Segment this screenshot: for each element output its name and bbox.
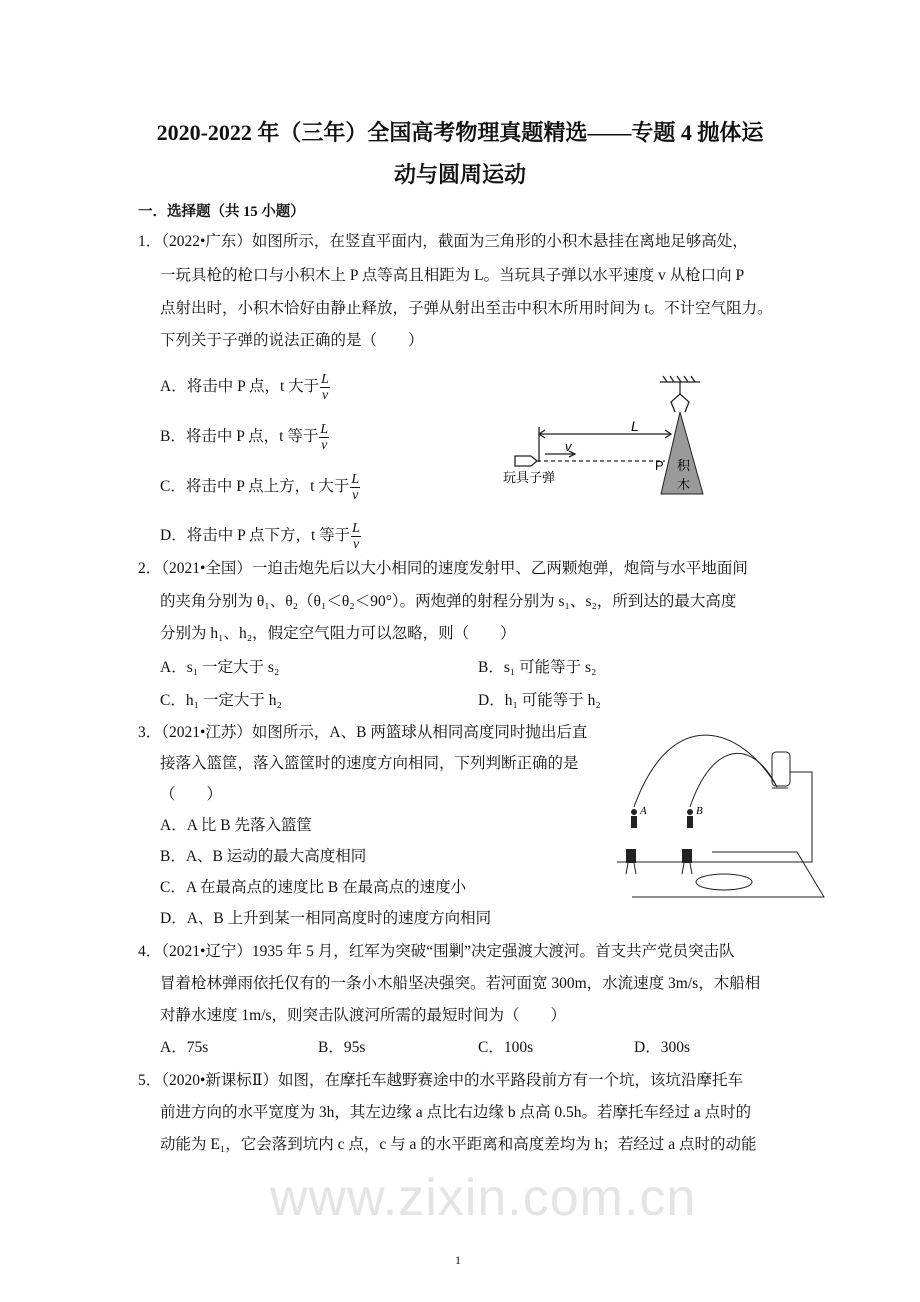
denominator: v — [321, 438, 328, 453]
q5-line: 5．（2020•新课标Ⅱ）如图，在摩托车越野赛途中的水平路段前方有一个坑，该坑沿摩托车 — [138, 1072, 743, 1089]
fraction — [351, 521, 361, 552]
q1-line: 点射出时，小积木恰好由静止释放，子弹从射出至击中积木所用时间为 t。不计空气阻力。 — [160, 300, 773, 317]
label-v: v — [565, 439, 572, 454]
denominator: v — [321, 388, 329, 403]
q2-line: 的夹角分别为 θ₁、θ₂（θ₁＜θ₂＜90°）。两炮弹的射程分别为 s₁、s₂，所到达的最大高度 — [160, 593, 737, 610]
numerator: L — [351, 472, 360, 487]
q3-line: 3．（2021•江苏）如图所示，A、B 两篮球从相同高度同时抛出后直 — [138, 724, 588, 741]
denominator: v — [352, 537, 360, 552]
numerator: L — [321, 372, 329, 387]
q3-line: （ ） — [160, 786, 223, 803]
q2-line: 分别为 h₁、h₂，假定空气阻力可以忽略，则（ ） — [160, 625, 516, 642]
q5-line: 动能为 E₁，它会落到坑内 c 点，c 与 a 的水平距离和高度差均为 h；若经过 a 点时的动能 — [160, 1136, 757, 1153]
page-number: 1 — [455, 1253, 461, 1267]
q4-line: 4．（2021•辽宁）1935 年 5 月，红军为突破“围剿”决定强渡大渡河。首支共产党员突击队 — [138, 943, 735, 960]
option-text: A．将击中 P 点，t 大于 — [160, 378, 320, 396]
q1-option-b — [160, 422, 329, 453]
label-A: A — [640, 805, 647, 817]
fraction — [319, 422, 329, 453]
q2-option-a: A．s₁ 一定大于 s₂ — [160, 659, 280, 676]
q3-figure — [612, 732, 828, 910]
label-B: B — [696, 805, 703, 817]
section-heading: 一．选择题（共 15 小题） — [138, 204, 305, 220]
fraction — [350, 472, 360, 503]
q1-figure — [495, 372, 725, 502]
label-block-2: 木 — [677, 477, 691, 492]
watermark: www.zixin.com.cn — [270, 1169, 697, 1227]
q4-option-c: C．100s — [478, 1039, 534, 1056]
q2-option-c: C．h₁ 一定大于 h₂ — [160, 692, 282, 709]
q1-line: 1．（2022•广东）如图所示，在竖直平面内，截面为三角形的小积木悬挂在离地足够高处， — [138, 233, 748, 250]
q4-line: 对静水速度 1m/s，则突击队渡河所需的最短时间为（ ） — [160, 1007, 567, 1024]
q3-option-c: C．A 在最高点的速度比 B 在最高点的速度小 — [160, 879, 467, 896]
q1-line: 下列关于子弹的说法正确的是（ ） — [160, 332, 424, 349]
option-text: B．将击中 P 点，t 等于 — [160, 428, 319, 446]
label-P: P — [655, 458, 664, 473]
q3-line: 接落入篮筐，落入篮筐时的速度方向相同，下列判断正确的是 — [160, 755, 579, 772]
doc-title-line1: 2020-2022 年（三年）全国高考物理真题精选——专题 4 抛体运 — [156, 120, 764, 145]
fraction — [320, 372, 330, 403]
q1-option-a — [160, 372, 330, 403]
numerator: L — [352, 521, 360, 536]
q4-line: 冒着枪林弹雨依托仅有的一条小木船坚决强突。若河面宽 300m，水流速度 3m/s，木船相 — [160, 975, 761, 992]
q2-line: 2．（2021•全国）一迫击炮先后以大小相同的速度发射甲、乙两颗炮弹，炮筒与水平地面间 — [138, 560, 748, 577]
q4-option-a: A．75s — [160, 1039, 209, 1056]
q2-option-d: D．h₁ 可能等于 h₂ — [478, 692, 601, 709]
option-text: D．将击中 P 点下方，t 等于 — [160, 527, 351, 545]
q2-option-b: B．s₁ 可能等于 s₂ — [478, 659, 597, 676]
label-L: L — [631, 418, 639, 434]
label-bullet: 玩具子弹 — [503, 470, 556, 485]
option-text: C．将击中 P 点上方，t 大于 — [160, 478, 350, 496]
numerator: L — [320, 422, 329, 437]
label-block-1: 积 — [677, 458, 691, 473]
q3-option-a: A．A 比 B 先落入篮筐 — [160, 817, 312, 834]
q3-option-b: B．A、B 运动的最大高度相同 — [160, 848, 367, 865]
q5-line: 前进方向的水平宽度为 3h，其左边缘 a 点比右边缘 b 点高 0.5h。若摩托车经过 a 点时的 — [160, 1104, 752, 1121]
denominator: v — [352, 488, 359, 503]
doc-title-line2: 动与圆周运动 — [393, 162, 526, 187]
q1-option-d — [160, 521, 361, 552]
q4-option-d: D．300s — [634, 1039, 690, 1056]
q4-option-b: B．95s — [318, 1039, 366, 1056]
q3-option-d: D．A、B 上升到某一相同高度时的速度方向相同 — [160, 910, 492, 927]
q1-line: 一玩具枪的枪口与小积木上 P 点等高且相距为 L。当玩具子弹以水平速度 v 从枪口向 P — [160, 267, 745, 284]
q1-option-c — [160, 472, 360, 503]
